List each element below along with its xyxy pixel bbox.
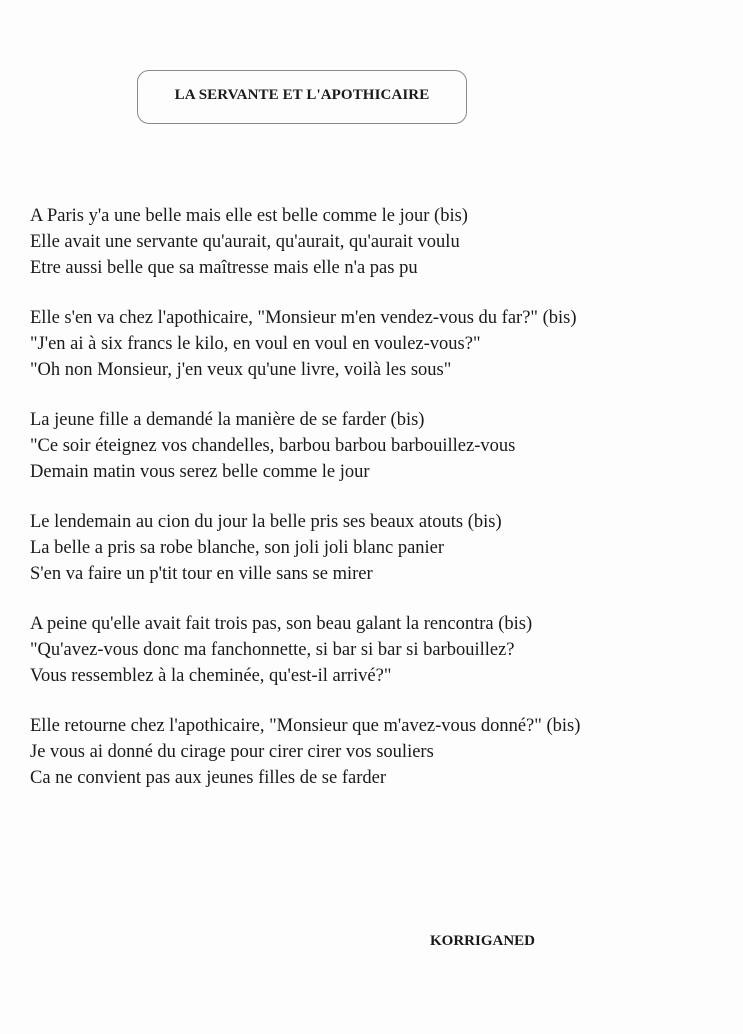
- stanza: [30, 203, 720, 281]
- lyric-line: "Ce soir éteignez vos chandelles, barbou barbou barbouillez-vous: [30, 436, 516, 456]
- lyric-line: Je vous ai donné du cirage pour cirer cirer vos souliers: [30, 742, 434, 762]
- song-lyrics: [30, 203, 720, 815]
- lyric-line: Elle avait une servante qu'aurait, qu'aurait, qu'aurait voulu: [30, 232, 460, 252]
- lyric-line: Demain matin vous serez belle comme le jour: [30, 462, 370, 482]
- lyric-line: A Paris y'a une belle mais elle est belle comme le jour (bis): [30, 206, 468, 226]
- title-frame: [137, 70, 467, 124]
- lyric-line: S'en va faire un p'tit tour en ville sans se mirer: [30, 564, 373, 584]
- lyric-line: "Oh non Monsieur, j'en veux qu'une livre, voilà les sous": [30, 360, 452, 380]
- lyric-line: "Qu'avez-vous donc ma fanchonnette, si bar si bar si barbouillez?: [30, 640, 515, 660]
- lyric-line: La belle a pris sa robe blanche, son joli joli blanc panier: [30, 538, 445, 558]
- lyric-line: Le lendemain au cion du jour la belle pris ses beaux atouts (bis): [30, 512, 502, 532]
- lyric-line: Vous ressemblez à la cheminée, qu'est-il arrivé?": [30, 666, 392, 686]
- lyric-line: Elle retourne chez l'apothicaire, "Monsieur que m'avez-vous donné?" (bis): [30, 716, 581, 736]
- stanza: [30, 305, 720, 383]
- lyric-line: "J'en ai à six francs le kilo, en voul en voul en voulez-vous?": [30, 334, 481, 354]
- stanza: [30, 713, 720, 791]
- song-title: LA SERVANTE ET L'APOTHICAIRE: [174, 87, 430, 103]
- lyric-line: A peine qu'elle avait fait trois pas, son beau galant la rencontra (bis): [30, 614, 533, 634]
- stanza: [30, 407, 720, 485]
- lyric-line: Ca ne convient pas aux jeunes filles de se farder: [30, 768, 386, 788]
- lyric-line: Etre aussi belle que sa maîtresse mais elle n'a pas pu: [30, 258, 418, 278]
- stanza: [30, 509, 720, 587]
- lyric-line: Elle s'en va chez l'apothicaire, "Monsieur m'en vendez-vous du far?" (bis): [30, 308, 577, 328]
- stanza: [30, 611, 720, 689]
- author-signature: KORRIGANED: [430, 933, 536, 949]
- lyric-line: La jeune fille a demandé la manière de se farder (bis): [30, 410, 425, 430]
